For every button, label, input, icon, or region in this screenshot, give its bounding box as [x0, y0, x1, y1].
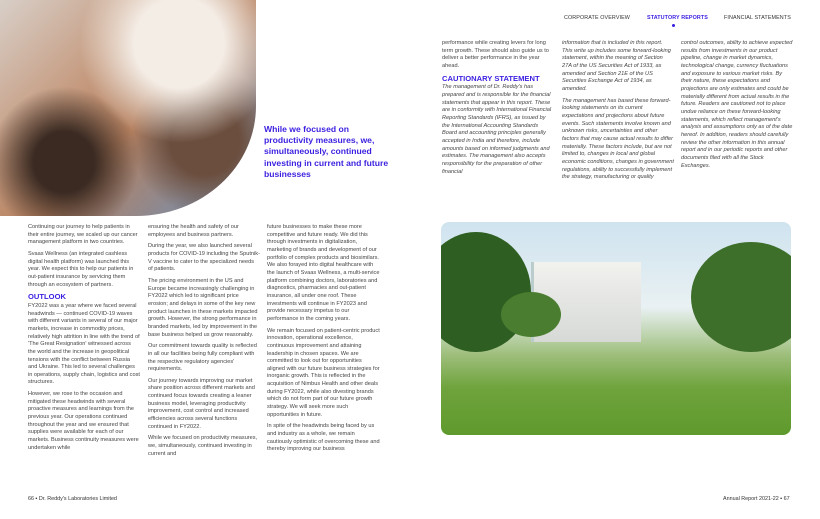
paragraph: While we focused on productivity measures, we, simultaneously, continued investing in current and [148, 435, 258, 457]
nav-corporate-overview[interactable]: CORPORATE OVERVIEW [564, 15, 630, 21]
footer-right: Annual Report 2021-22 ▪ 67 [723, 496, 790, 502]
bottom-column-1 [28, 224, 140, 456]
outlook-heading: OUTLOOK [28, 292, 66, 302]
paragraph: During the year, we also launched several products for COVID-19 including the Sputnik-V vaccine to cater to the specialized needs of patients. [148, 243, 260, 273]
tree [691, 242, 791, 352]
paragraph: The pricing environment in the US and Europe became increasingly challenging in FY2022 which led to significant price erosion; and delays in some of the key new product launches in these markets impacted growth. However, the strong performance in branded markets, led by improvement in the base business helped us grow reasonably. [148, 277, 258, 338]
paragraph: Our commitment towards quality is reflected in all our facilities being fully compliant with the respective regulatory agencies' requirements. [148, 343, 257, 373]
paragraph: FY2022 was a year where we faced several headwinds — continued COVID-19 waves with different variants in several of our major markets, increase in commodity prices, relatively high attrition in line with the trend of 'The Great Resignation' witnessed across the world and the increase in geopolitical tensions with the conflict between Russia and Ukraine. This led to several challenges in operations, supply chain, logistics and cost structures. [28, 302, 140, 386]
paragraph: Continuing our journey to help patients in their entire journey, we scaled up our cancer management platform in two countries. [28, 224, 138, 246]
paragraph: In spite of the headwinds being faced by us and industry as a whole, we remain cautiously optimistic of overcoming these and thereby improving our business [267, 423, 380, 453]
tree [501, 292, 561, 337]
paragraph: control outcomes, ability to achieve expected results from investments in our product pipeline, change in market dynamics, technological change, currency fluctuations and exposure to various market risks. By their nature, these expectations and projections are only estimates and could be materially different from actual results in the future. Readers are cautioned not to place undue reliance on these forward-looking statements, which reflect management's analysis and assumptions only as of the date hereof. In addition, readers should carefully review the other information in this annual report and in our periodic reports and other documents filed with all the Stock Exchanges. [681, 40, 793, 169]
paragraph: We remain focused on patient-centric product innovation, operational excellence, continuous improvement and attaining leadership in chosen spaces. We are committed to look out for opportunities aligned with our future business strategies for inorganic growth. This is reflected in the acquisition of Nimbus Health and other deals during FY2022, while also divesting brands which do not form part of our future growth strategy. We will seek more such opportunities in future. [267, 327, 380, 418]
paragraph: future businesses to make these more competitive and future ready. We did this through investments in digitalization, marketing of brands and development of our portfolio of complex products and biosimilars. We also forayed into digital healthcare with the launch of Svaas Wellness, a multi-service platform combining doctors, laboratories and diagnostics, pharmacies and out-patient insurance, all under one roof. These investments will continue in FY2023 and provide necessary impetus to our performance in the coming years. [267, 224, 380, 322]
team-hands-photo [0, 0, 256, 216]
active-nav-indicator [672, 24, 675, 27]
paragraph: information that is included in this report. This write up includes some forward-looking statement, within the meaning of Section 27A of the US Securities Act of 1933, as amended and Section 21E of the US Securities Exchange Act of 1934, as amended. [562, 40, 671, 92]
paragraph: ensuring the health and safety of our employees and business partners. [148, 224, 239, 238]
nav-financial-statements[interactable]: FINANCIAL STATEMENTS [724, 15, 791, 21]
bottom-column-3 [267, 224, 381, 458]
bottom-column-2 [148, 224, 260, 462]
paragraph: The management has based these forward-looking statements on its current expectations and projections about future events. Such statements involve known and unknown risks, uncertainties and other factors that may cause actual results to differ materially. These factors include, but are not limited to, changes in local and global economic conditions, changes in government regulations, ability to successfully implement the strategy, manufacturing or quality [562, 97, 674, 181]
top-column-2 [562, 40, 674, 186]
footer-left: 66 ▪ Dr. Reddy's Laboratories Limited [28, 496, 117, 502]
campus-building-photo [441, 222, 791, 435]
nav-statutory-reports[interactable]: STATUTORY REPORTS [647, 15, 708, 21]
paragraph: The management of Dr. Reddy's has prepared and is responsible for the financial statements that appear in this report. These are in conformity with International Financial Reporting Standards (IFRS), as issued by the International Accounting Standards Board and accounting principles generally accepted in India and therefore, include amounts based on informed judgments and estimates. The management also accepts responsibility for the preparation of other financial [442, 84, 552, 175]
top-column-3 [681, 40, 793, 174]
paragraph: performance while creating levers for long term growth. These should also guide us to deliver a better performance in the year ahead. [442, 40, 549, 69]
top-column-1 [442, 40, 554, 180]
paragraph: However, we rose to the occasion and mitigated these headwinds with several proactive measures and learnings from the previous year. Our operations continued throughout the year and we ensured that supplies were available for each of our markets. Business continuity measures were undertaken while [28, 391, 139, 451]
paragraph: Svaas Wellness (an integrated cashless digital health platform) was launched this year. We expect this to help our patients in out-patient insurance by servicing them through an ecosystem of partners. [28, 250, 134, 288]
cautionary-heading: CAUTIONARY STATEMENT [442, 73, 540, 83]
paragraph: Our journey towards improving our market share position across different markets and continued focus towards creating a leaner business model, leveraging productivity improvement, cost control and increased efficiencies across several functions continued in FY2022. [148, 377, 255, 430]
pull-quote: While we focused on productivity measures, we, simultaneously, continued investing in current and future businesses [264, 124, 389, 179]
